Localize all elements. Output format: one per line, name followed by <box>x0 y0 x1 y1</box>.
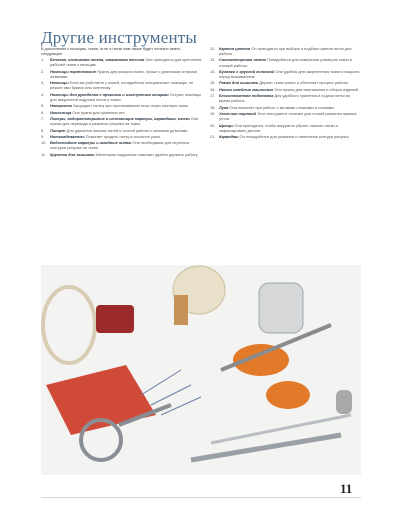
list-item <box>210 123 361 133</box>
list-item <box>41 116 202 126</box>
item-description: Держит ткань ровно и облегчает процесс работы. <box>259 80 350 86</box>
item-term: Пинцет <box>50 127 66 133</box>
item-term: Картон цветов <box>219 46 251 51</box>
item-term: Бесконтактная подставка <box>219 93 274 99</box>
item-description: Она нужна для хранения игл. <box>72 109 126 115</box>
list-item <box>210 93 361 103</box>
item-number: 15. <box>210 80 216 86</box>
thread-spool-image <box>174 295 188 325</box>
item-term: Ножницы для рукоделия с прямыми и изогнутыми концами <box>50 91 169 97</box>
item-description: Они удобны для закрепления ткани и выкроек перед вышиванием. <box>219 68 360 80</box>
item-description: Они нужны для перевода и разметки рисунка на ткань. <box>50 116 199 127</box>
item-term: Линеры, водорастворимые и исчезающие маркеры, карандаши, мелки <box>50 116 190 122</box>
item-term: Булавки с круглой головкой <box>219 68 275 74</box>
list-item <box>210 111 361 121</box>
item-description: Для удаления лишних нитей и точной работы с мелкими деталями. <box>66 127 189 133</box>
item-term: Лупа <box>219 104 229 110</box>
item-number: 14. <box>210 68 216 74</box>
tools-photo <box>41 265 361 475</box>
right-item-list <box>210 46 361 139</box>
item-term: Игольница <box>50 109 72 115</box>
item-description: Нужны для раскроя ткани, лучше с длинными острыми лезвиями. <box>50 68 197 79</box>
item-description: Этот инструмент полезен для точной разметки прямых углов. <box>219 111 357 122</box>
item-number: 4. <box>41 91 45 97</box>
left-column <box>41 46 202 158</box>
item-description: Они пригодятся для крепления рабочей ткани к пяльцам. <box>50 57 202 68</box>
item-term: Ножницы <box>50 80 69 86</box>
item-description: Понадобится для измерения размеров ткани и готовой работы. <box>219 57 352 68</box>
item-term: Ножницы портновские <box>50 68 96 74</box>
right-column <box>210 46 361 140</box>
list-item <box>41 80 202 90</box>
item-number: 1. <box>41 57 45 63</box>
list-item <box>210 87 361 92</box>
item-term: Водостойкие маркеры и швейные нитки <box>50 140 132 146</box>
item-number: 5. <box>41 103 45 109</box>
item-description: Они необходимы для переноса контуров рисунка на ткань. <box>50 140 190 151</box>
item-term: Кругляш для вышивки <box>50 151 95 157</box>
item-number: 16. <box>210 86 216 92</box>
item-number: 19. <box>210 111 216 117</box>
list-item <box>210 46 361 56</box>
list-item <box>41 128 202 133</box>
list-item <box>41 134 202 139</box>
item-description: Он понадобится для разметки и нанесения контура рисунка. <box>239 134 350 140</box>
list-item <box>41 57 202 67</box>
item-description: Защищает палец при проталкивании иглы через плотную ткань. <box>72 103 190 109</box>
red-spool-image <box>96 305 134 333</box>
list-item <box>210 80 361 85</box>
list-item <box>41 152 202 157</box>
item-term: Наперсток <box>50 103 72 109</box>
list-item <box>41 69 202 79</box>
item-number: 7. <box>41 116 45 122</box>
list-item <box>210 57 361 67</box>
item-description: Маленькая подушечка помогает удобно держать работу. <box>95 151 199 157</box>
item-number: 17. <box>210 93 216 99</box>
item-number: 9. <box>41 133 45 139</box>
item-term: Сантиметровая лента <box>219 57 266 63</box>
item-number: 6. <box>41 109 45 115</box>
item-description: Она помогает при работе с мелкими стежками и схемами. <box>229 104 335 110</box>
item-number: 21. <box>210 134 216 140</box>
jar-image <box>259 283 303 333</box>
list-item <box>41 92 202 102</box>
item-term: Щипцы <box>219 122 234 128</box>
item-description: Помогает продеть нитку в игольное ушко. <box>85 133 161 139</box>
item-description: Если вы работаете с кожей, понадобятся специальные ножницы, не режьте ими бумагу или синтетику. <box>50 80 194 91</box>
item-term: Нитки швейные машинные <box>219 86 274 92</box>
list-item <box>41 110 202 115</box>
footer-rule <box>41 497 361 498</box>
item-term: Карандаш <box>219 134 239 140</box>
item-number: 3. <box>41 80 45 86</box>
item-description: Они нужны для сметывания и сборки изделий. <box>274 86 359 92</box>
item-number: 2. <box>41 68 45 74</box>
item-number: 13. <box>210 57 216 63</box>
item-description: Для удобного хранения и подачи ниток во время работы. <box>219 93 351 104</box>
left-item-list <box>41 57 202 157</box>
item-term: Рамка для вышивки <box>219 80 259 86</box>
list-item <box>210 69 361 79</box>
item-term: Угольник портной <box>219 111 257 117</box>
page-number: 11 <box>340 481 353 496</box>
item-number: 20. <box>210 122 216 128</box>
item-number: 18. <box>210 104 216 110</box>
page-title: Другие инструменты <box>41 28 198 47</box>
item-term: Нитковдеватель <box>50 133 85 139</box>
thimble-image <box>336 390 352 414</box>
list-item <box>41 140 202 150</box>
item-description: Он пригодится при выборе и подборе цветов ниток для работы. <box>219 46 352 57</box>
intro-text: В дополнение к пяльцам, ткани, игле и нитке вам также будет полезно иметь следующее. <box>41 46 181 57</box>
item-number: 12. <box>210 46 216 51</box>
item-number: 10. <box>41 140 47 146</box>
list-item <box>41 103 202 108</box>
item-description: Острые ножницы для аккуратной подрезки ниток и ткани. <box>50 91 201 102</box>
list-item <box>210 105 361 110</box>
item-term: Бечевка, хлопчатая лента, шпагатная тесьма <box>50 57 144 63</box>
list-item <box>210 134 361 139</box>
item-number: 11. <box>41 151 47 157</box>
item-description: Они пригодятся, чтобы аккуратно убрать лишние нитки и зафиксировать детали. <box>219 122 338 133</box>
item-number: 8. <box>41 127 45 133</box>
